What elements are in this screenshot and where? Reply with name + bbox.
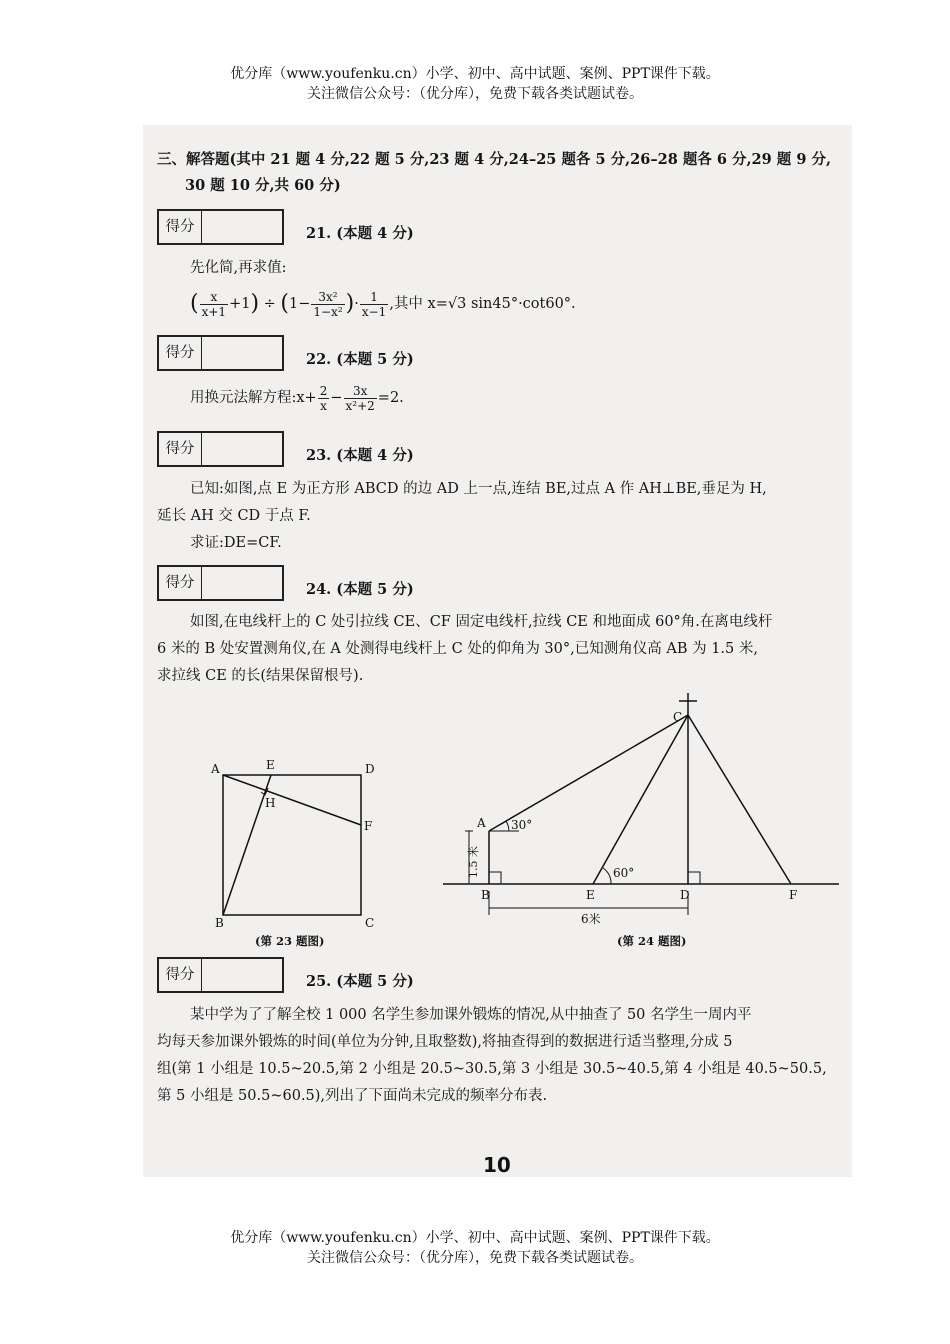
label-e: E <box>266 758 275 772</box>
score-label: 得分 <box>159 337 202 369</box>
frac-2-over-x: $\frac{2}{x}$ <box>319 383 328 413</box>
q22-heading: 22. (本题 5 分) <box>306 351 414 368</box>
q22-equation: 用换元法解方程:x+ $\frac{2}{x}$ − $\frac{3x}{\text{x²+2}}$ =2. <box>190 383 404 413</box>
q25-heading: 25. (本题 5 分) <box>306 973 414 990</box>
footer-line-1: 优分库（www.youfenku.cn）小学、初中、高中试题、案例、PPT课件下载。 <box>230 1230 720 1246</box>
q24-heading: 24. (本题 5 分) <box>306 581 414 598</box>
angle-arc-30 <box>506 821 509 831</box>
q23-heading: 23. (本题 4 分) <box>306 447 414 464</box>
right-angle-d <box>688 872 700 884</box>
label-b: B <box>215 916 224 930</box>
frac-1-over-xm1: $\frac{1}{x-1}$ <box>361 289 387 319</box>
label-f: F <box>364 819 373 833</box>
figure-23 <box>203 755 373 930</box>
label-distance: 6米 <box>581 912 601 926</box>
score-label: 得分 <box>159 959 202 991</box>
frac-x-over-xp1: $\frac{x}{x+1}$ <box>201 289 227 319</box>
right-angle-b <box>489 872 501 884</box>
wire-ce <box>593 715 688 884</box>
angle-arc-60 <box>603 868 611 884</box>
score-box-23[interactable] <box>157 431 284 467</box>
q25-line1: 某中学为了了解全校 1 000 名学生参加课外锻炼的情况,从中抽查了 50 名学生一周内平 <box>190 1007 752 1023</box>
label-c: C <box>673 710 683 724</box>
section-title-cont: 30 题 10 分,共 60 分) <box>185 177 341 194</box>
section-title: 三、解答题(其中 21 题 4 分,22 题 5 分,23 题 4 分,24–25 题各 5 分,26–28 题各 6 分,29 题 9 分, <box>157 151 832 168</box>
figure-24 <box>443 685 843 930</box>
segment-af <box>223 775 361 825</box>
label-30deg: 30° <box>511 818 533 832</box>
q25-line3: 组(第 1 小组是 10.5~20.5,第 2 小组是 20.5~30.5,第 3 小组是 30.5~40.5,第 4 小组是 40.5~50.5, <box>157 1061 827 1077</box>
q23-line2: 延长 AH 交 CD 于点 F. <box>157 508 311 524</box>
label-60deg: 60° <box>613 866 635 880</box>
score-box-25[interactable] <box>157 957 284 993</box>
q24-line2: 6 米的 B 处安置测角仪,在 A 处测得电线杆上 C 处的仰角为 30°,已知测角仪高 AB 为 1.5 米, <box>157 641 758 657</box>
q25-line4: 第 5 小组是 50.5~60.5),列出了下面尚未完成的频率分布表. <box>157 1088 548 1104</box>
wire-cf <box>688 715 791 884</box>
score-box-24[interactable] <box>157 565 284 601</box>
figure-23-caption: (第 23 题图) <box>255 934 325 948</box>
label-d: D <box>365 762 375 776</box>
q24-line3: 求拉线 CE 的长(结果保留根号). <box>157 668 364 684</box>
site-header <box>0 64 950 104</box>
score-box-22[interactable] <box>157 335 284 371</box>
label-a: A <box>477 816 486 830</box>
q21-expression: ( $\frac{x}{x+1}$ +1) ÷ (1− $\frac{\text{3x²}}{\text{1−x²}}$ )· $\frac{1}{x-1}$ ,其中 x=√3 sin45°·cot60°. <box>190 289 576 319</box>
score-label: 得分 <box>159 211 202 243</box>
figure-24-caption: (第 24 题图) <box>617 934 687 948</box>
q23-line3: 求证:DE=CF. <box>190 535 282 551</box>
label-height: 1.5 米 <box>467 846 480 878</box>
header-line-2: 关注微信公众号：（优分库），免费下载各类试题试卷。 <box>307 86 643 102</box>
q25-line2: 均每天参加课外锻炼的时间(单位为分钟,且取整数),将抽查得到的数据进行适当整理,分成 5 <box>157 1034 733 1050</box>
label-e: E <box>586 888 595 902</box>
site-footer <box>0 1228 950 1268</box>
segment-be <box>223 775 271 915</box>
q24-line1: 如图,在电线杆上的 C 处引拉线 CE、CF 固定电线杆,拉线 CE 和地面成 60°角.在离电线杆 <box>190 614 773 630</box>
label-a: A <box>211 762 220 776</box>
sightline-ac <box>489 715 688 831</box>
score-label: 得分 <box>159 433 202 465</box>
score-box-21[interactable] <box>157 209 284 245</box>
header-line-1: 优分库（www.youfenku.cn）小学、初中、高中试题、案例、PPT课件下载。 <box>230 66 720 82</box>
label-c: C <box>365 916 375 930</box>
scanned-page <box>143 125 852 1177</box>
q21-line1: 先化简,再求值: <box>190 260 287 276</box>
square-abcd <box>223 775 361 915</box>
q21-heading: 21. (本题 4 分) <box>306 225 414 242</box>
frac-3x-over-x2p2: $\frac{3x}{\text{x²+2}}$ <box>345 383 375 413</box>
label-b: B <box>481 888 490 902</box>
score-label: 得分 <box>159 567 202 599</box>
label-f: F <box>789 888 798 902</box>
q23-line1: 已知:如图,点 E 为正方形 ABCD 的边 AD 上一点,连结 BE,过点 A 作 AH⊥BE,垂足为 H, <box>190 481 767 497</box>
footer-line-2: 关注微信公众号：（优分库），免费下载各类试题试卷。 <box>307 1250 643 1266</box>
label-d: D <box>680 888 690 902</box>
label-h: H <box>265 796 276 810</box>
page-number: 10 <box>483 1153 511 1177</box>
frac-3x2-over-1mx2: $\frac{\text{3x²}}{\text{1−x²}}$ <box>313 289 343 319</box>
